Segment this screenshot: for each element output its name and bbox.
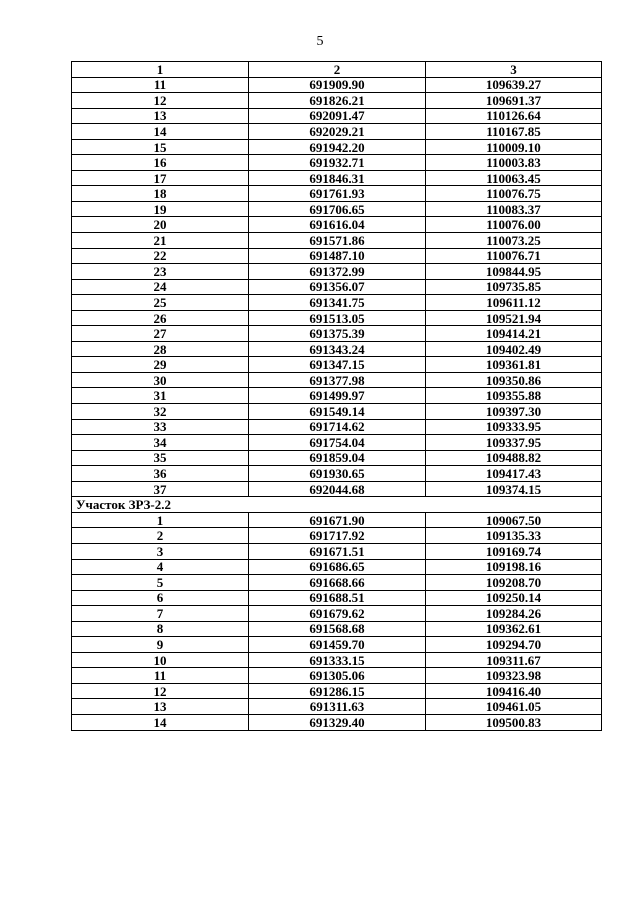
- x-coordinate-cell: 691671.51: [249, 543, 426, 559]
- table-row: [72, 388, 602, 404]
- point-number-cell: 7: [72, 606, 249, 622]
- point-number-cell: 3: [72, 543, 249, 559]
- x-coordinate-cell: 691568.68: [249, 621, 426, 637]
- point-number-cell: 15: [72, 139, 249, 155]
- y-coordinate-cell: 109198.16: [426, 559, 602, 575]
- x-coordinate-cell: 691668.66: [249, 575, 426, 591]
- table-row: [72, 372, 602, 388]
- point-number-cell: 37: [72, 481, 249, 497]
- x-coordinate-cell: 691706.65: [249, 201, 426, 217]
- x-coordinate-cell: 691688.51: [249, 590, 426, 606]
- table-row: [72, 139, 602, 155]
- x-coordinate-cell: 691356.07: [249, 279, 426, 295]
- point-number-cell: 26: [72, 310, 249, 326]
- x-coordinate-cell: 691341.75: [249, 295, 426, 311]
- x-coordinate-cell: 691372.99: [249, 264, 426, 280]
- table-row: [72, 512, 602, 528]
- y-coordinate-cell: 109355.88: [426, 388, 602, 404]
- y-coordinate-cell: 109284.26: [426, 606, 602, 622]
- point-number-cell: 33: [72, 419, 249, 435]
- point-number-cell: 11: [72, 77, 249, 93]
- y-coordinate-cell: 109691.37: [426, 93, 602, 109]
- header-cell-y: 3: [426, 62, 602, 78]
- x-coordinate-cell: 691286.15: [249, 683, 426, 699]
- x-coordinate-cell: 692091.47: [249, 108, 426, 124]
- table-row: [72, 419, 602, 435]
- y-coordinate-cell: 109135.33: [426, 528, 602, 544]
- point-number-cell: 22: [72, 248, 249, 264]
- y-coordinate-cell: 109294.70: [426, 637, 602, 653]
- x-coordinate-cell: 692044.68: [249, 481, 426, 497]
- y-coordinate-cell: 109521.94: [426, 310, 602, 326]
- x-coordinate-cell: 691717.92: [249, 528, 426, 544]
- y-coordinate-cell: 109067.50: [426, 512, 602, 528]
- x-coordinate-cell: 691859.04: [249, 450, 426, 466]
- table-body: [72, 62, 602, 731]
- y-coordinate-cell: 109169.74: [426, 543, 602, 559]
- x-coordinate-cell: 691375.39: [249, 326, 426, 342]
- coordinates-table: [71, 61, 602, 731]
- table-row: [72, 310, 602, 326]
- x-coordinate-cell: 691714.62: [249, 419, 426, 435]
- x-coordinate-cell: 691942.20: [249, 139, 426, 155]
- y-coordinate-cell: 109250.14: [426, 590, 602, 606]
- x-coordinate-cell: 691686.65: [249, 559, 426, 575]
- x-coordinate-cell: 691679.62: [249, 606, 426, 622]
- table-row: [72, 575, 602, 591]
- x-coordinate-cell: 691761.93: [249, 186, 426, 202]
- x-coordinate-cell: 691754.04: [249, 435, 426, 451]
- table-row: [72, 637, 602, 653]
- table-row: [72, 543, 602, 559]
- point-number-cell: 18: [72, 186, 249, 202]
- x-coordinate-cell: 691333.15: [249, 652, 426, 668]
- x-coordinate-cell: 691499.97: [249, 388, 426, 404]
- point-number-cell: 16: [72, 155, 249, 171]
- table-row: [72, 264, 602, 280]
- y-coordinate-cell: 110003.83: [426, 155, 602, 171]
- point-number-cell: 6: [72, 590, 249, 606]
- y-coordinate-cell: 109417.43: [426, 466, 602, 482]
- table-row: [72, 279, 602, 295]
- y-coordinate-cell: 110167.85: [426, 124, 602, 140]
- point-number-cell: 32: [72, 404, 249, 420]
- table-row: [72, 201, 602, 217]
- y-coordinate-cell: 109208.70: [426, 575, 602, 591]
- table-row: [72, 341, 602, 357]
- point-number-cell: 2: [72, 528, 249, 544]
- table-row: [72, 357, 602, 373]
- x-coordinate-cell: 691930.65: [249, 466, 426, 482]
- point-number-cell: 31: [72, 388, 249, 404]
- x-coordinate-cell: 691513.05: [249, 310, 426, 326]
- table-row: [72, 248, 602, 264]
- table-row: [72, 450, 602, 466]
- y-coordinate-cell: 109402.49: [426, 341, 602, 357]
- x-coordinate-cell: 691549.14: [249, 404, 426, 420]
- y-coordinate-cell: 109488.82: [426, 450, 602, 466]
- x-coordinate-cell: 691846.31: [249, 170, 426, 186]
- x-coordinate-cell: 691671.90: [249, 512, 426, 528]
- x-coordinate-cell: 691329.40: [249, 714, 426, 730]
- point-number-cell: 11: [72, 668, 249, 684]
- table-row: [72, 404, 602, 420]
- table-row: [72, 233, 602, 249]
- y-coordinate-cell: 110076.75: [426, 186, 602, 202]
- table-row: [72, 714, 602, 730]
- table-row: [72, 652, 602, 668]
- table-row: [72, 683, 602, 699]
- table-row: [72, 77, 602, 93]
- y-coordinate-cell: 109350.86: [426, 372, 602, 388]
- y-coordinate-cell: 109611.12: [426, 295, 602, 311]
- table-row: [72, 606, 602, 622]
- point-number-cell: 24: [72, 279, 249, 295]
- point-number-cell: 13: [72, 699, 249, 715]
- table-row: [72, 217, 602, 233]
- y-coordinate-cell: 109311.67: [426, 652, 602, 668]
- point-number-cell: 12: [72, 683, 249, 699]
- table-row: [72, 481, 602, 497]
- point-number-cell: 8: [72, 621, 249, 637]
- point-number-cell: 19: [72, 201, 249, 217]
- y-coordinate-cell: 110009.10: [426, 139, 602, 155]
- header-cell-point: 1: [72, 62, 249, 78]
- x-coordinate-cell: 691311.63: [249, 699, 426, 715]
- point-number-cell: 17: [72, 170, 249, 186]
- section-label: Участок ЗРЗ-2.2: [72, 497, 602, 513]
- header-cell-x: 2: [249, 62, 426, 78]
- y-coordinate-cell: 110076.71: [426, 248, 602, 264]
- y-coordinate-cell: 110083.37: [426, 201, 602, 217]
- y-coordinate-cell: 109500.83: [426, 714, 602, 730]
- point-number-cell: 20: [72, 217, 249, 233]
- table-row: [72, 699, 602, 715]
- table-row: [72, 326, 602, 342]
- x-coordinate-cell: 691459.70: [249, 637, 426, 653]
- table-row: [72, 466, 602, 482]
- point-number-cell: 36: [72, 466, 249, 482]
- table-row: [72, 170, 602, 186]
- point-number-cell: 9: [72, 637, 249, 653]
- point-number-cell: 13: [72, 108, 249, 124]
- table-row: [72, 621, 602, 637]
- x-coordinate-cell: 691571.86: [249, 233, 426, 249]
- y-coordinate-cell: 109461.05: [426, 699, 602, 715]
- table-row: [72, 155, 602, 171]
- y-coordinate-cell: 109333.95: [426, 419, 602, 435]
- x-coordinate-cell: 691909.90: [249, 77, 426, 93]
- point-number-cell: 12: [72, 93, 249, 109]
- x-coordinate-cell: 692029.21: [249, 124, 426, 140]
- point-number-cell: 25: [72, 295, 249, 311]
- table-row: [72, 295, 602, 311]
- y-coordinate-cell: 109397.30: [426, 404, 602, 420]
- point-number-cell: 14: [72, 124, 249, 140]
- point-number-cell: 10: [72, 652, 249, 668]
- table-row: [72, 435, 602, 451]
- x-coordinate-cell: 691616.04: [249, 217, 426, 233]
- y-coordinate-cell: 109337.95: [426, 435, 602, 451]
- point-number-cell: 27: [72, 326, 249, 342]
- point-number-cell: 14: [72, 714, 249, 730]
- point-number-cell: 30: [72, 372, 249, 388]
- y-coordinate-cell: 110126.64: [426, 108, 602, 124]
- table-row: [72, 186, 602, 202]
- point-number-cell: 5: [72, 575, 249, 591]
- point-number-cell: 28: [72, 341, 249, 357]
- y-coordinate-cell: 110063.45: [426, 170, 602, 186]
- x-coordinate-cell: 691347.15: [249, 357, 426, 373]
- y-coordinate-cell: 109416.40: [426, 683, 602, 699]
- table-row: [72, 108, 602, 124]
- section-row: [72, 497, 602, 513]
- x-coordinate-cell: 691826.21: [249, 93, 426, 109]
- y-coordinate-cell: 109374.15: [426, 481, 602, 497]
- y-coordinate-cell: 109735.85: [426, 279, 602, 295]
- point-number-cell: 1: [72, 512, 249, 528]
- table-row: [72, 559, 602, 575]
- table-row: [72, 668, 602, 684]
- x-coordinate-cell: 691932.71: [249, 155, 426, 171]
- table-row: [72, 124, 602, 140]
- x-coordinate-cell: 691305.06: [249, 668, 426, 684]
- point-number-cell: 4: [72, 559, 249, 575]
- y-coordinate-cell: 109844.95: [426, 264, 602, 280]
- y-coordinate-cell: 109362.61: [426, 621, 602, 637]
- header-row: [72, 62, 602, 78]
- point-number-cell: 23: [72, 264, 249, 280]
- y-coordinate-cell: 109323.98: [426, 668, 602, 684]
- point-number-cell: 35: [72, 450, 249, 466]
- x-coordinate-cell: 691343.24: [249, 341, 426, 357]
- page-number: 5: [316, 34, 324, 49]
- y-coordinate-cell: 110073.25: [426, 233, 602, 249]
- y-coordinate-cell: 110076.00: [426, 217, 602, 233]
- y-coordinate-cell: 109361.81: [426, 357, 602, 373]
- y-coordinate-cell: 109639.27: [426, 77, 602, 93]
- point-number-cell: 21: [72, 233, 249, 249]
- x-coordinate-cell: 691487.10: [249, 248, 426, 264]
- table-row: [72, 590, 602, 606]
- point-number-cell: 34: [72, 435, 249, 451]
- table-row: [72, 528, 602, 544]
- table-row: [72, 93, 602, 109]
- x-coordinate-cell: 691377.98: [249, 372, 426, 388]
- y-coordinate-cell: 109414.21: [426, 326, 602, 342]
- point-number-cell: 29: [72, 357, 249, 373]
